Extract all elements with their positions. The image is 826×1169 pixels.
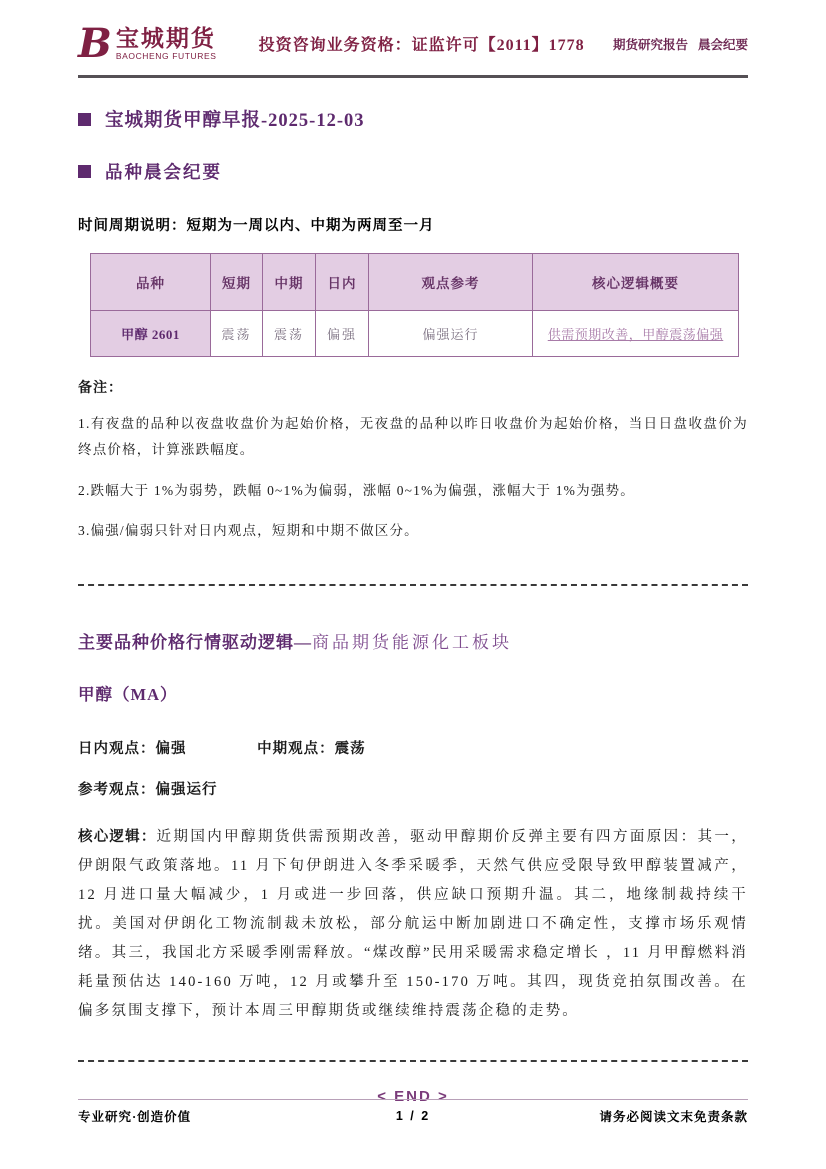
col-header-short-term: 短期 <box>211 254 263 311</box>
col-header-variety: 品种 <box>91 254 211 311</box>
logic-summary-link[interactable]: 供需预期改善，甲醇震荡偏强 <box>547 327 724 342</box>
logo-names <box>116 27 217 61</box>
mid-term-view: 中期观点：震荡 <box>257 741 366 758</box>
table-header-row <box>91 254 739 311</box>
note-item-1: 1.有夜盘的品种以夜盘收盘价为起始价格，无夜盘的品种以昨日收盘价为起始价格，当日日盘收盘价为终点价格，计算涨跌幅度。 <box>78 416 748 458</box>
note-item-3: 3.偏强/偏弱只针对日内观点，短期和中期不做区分。 <box>78 522 419 538</box>
notes-label: 备注： <box>78 381 123 396</box>
doc-title: 宝城期货甲醇早报-2025-12-03 <box>105 111 365 131</box>
footer-disclaimer-note: 请务必阅读文末免责条款 <box>599 1110 748 1124</box>
time-period-note: 时间周期说明：短期为一周以内、中期为两周至一月 <box>78 218 435 234</box>
col-header-view: 观点参考 <box>369 254 533 311</box>
report-subtype: 晨会纪要 <box>697 37 748 52</box>
baocheng-logo <box>78 19 217 67</box>
page-number: 1 / 2 <box>395 1109 431 1123</box>
drive-heading-bold: 主要品种价格行情驱动逻辑— <box>78 633 312 653</box>
cell-variety: 甲醇 2601 <box>91 311 211 357</box>
col-header-mid-term: 中期 <box>263 254 316 311</box>
logo-name-en: BAOCHENG FUTURES <box>115 50 217 61</box>
doc-title-row <box>78 106 748 132</box>
drive-heading-regular: 商品期货能源化工板块 <box>312 633 512 653</box>
qualification-text: 投资咨询业务资格：证监许可【2011】1778 <box>258 37 585 54</box>
core-logic-label: 核心逻辑： <box>78 829 157 846</box>
col-header-logic: 核心逻辑概要 <box>533 254 739 311</box>
core-logic-text: 近期国内甲醇期货供需预期改善，驱动甲醇期价反弹主要有四方面原因：其一，伊朗限气政策落地。11 月下旬伊朗进入冬季采暖季，天然气供应受限导致甲醇装置减产，12 月进口量大幅减少，1 月或进一步回落，供应缺口预期升温。其二，地缘制裁持续干扰。美国对伊朗化工物流制裁未放松，部分航运中断加剧进口不确定性，支撑市场乐观情绪。其三，我国北方采暖季刚需释放。“煤改醇”民用采暖需求稳定增长 ，11 月甲醇燃料消耗量预估达 140-160 万吨，12 月或攀升至 150-170 万吨。其四，现货竞拍氛围改善。在偏多氛围支撑下，预计本周三甲醇期货或继续维持震荡企稳的走势。 <box>78 829 749 1020</box>
dashed-divider <box>78 1060 748 1062</box>
cell-logic-summary <box>533 311 739 357</box>
cell-short-term: 震荡 <box>211 311 263 357</box>
logo-name-cn: 宝城期货 <box>115 25 216 51</box>
dashed-divider <box>78 584 748 586</box>
end-marker: < END > <box>377 1088 449 1106</box>
product-heading: 甲醇（MA） <box>78 685 178 705</box>
cell-intraday: 偏强 <box>316 311 369 357</box>
bullet-square-icon <box>78 113 91 126</box>
notes-section <box>78 377 748 544</box>
note-item-2: 2.跌幅大于 1%为弱势，跌幅 0~1%为偏弱，涨幅 0~1%为偏强，涨幅大于 1%为强势。 <box>78 482 635 498</box>
table-row <box>91 311 739 357</box>
page-header <box>78 20 748 78</box>
core-logic-paragraph <box>78 823 748 1026</box>
section-title-row <box>78 159 748 184</box>
reference-view: 参考观点：偏强运行 <box>78 782 218 799</box>
variety-view-table <box>90 253 739 357</box>
report-type: 期货研究报告 <box>612 37 688 52</box>
report-type-text <box>613 35 748 53</box>
drive-logic-heading <box>78 628 748 653</box>
page-footer <box>78 1099 748 1125</box>
col-header-intraday: 日内 <box>316 254 369 311</box>
bullet-square-icon <box>78 165 91 178</box>
cell-mid-term: 震荡 <box>263 311 316 357</box>
cell-view: 偏强运行 <box>369 311 533 357</box>
footer-slogan: 专业研究·创造价值 <box>78 1110 192 1124</box>
views-row <box>78 737 748 758</box>
logo-b-icon: B <box>78 19 112 67</box>
section-title: 品种晨会纪要 <box>105 162 222 182</box>
intraday-view: 日内观点：偏强 <box>78 741 187 758</box>
